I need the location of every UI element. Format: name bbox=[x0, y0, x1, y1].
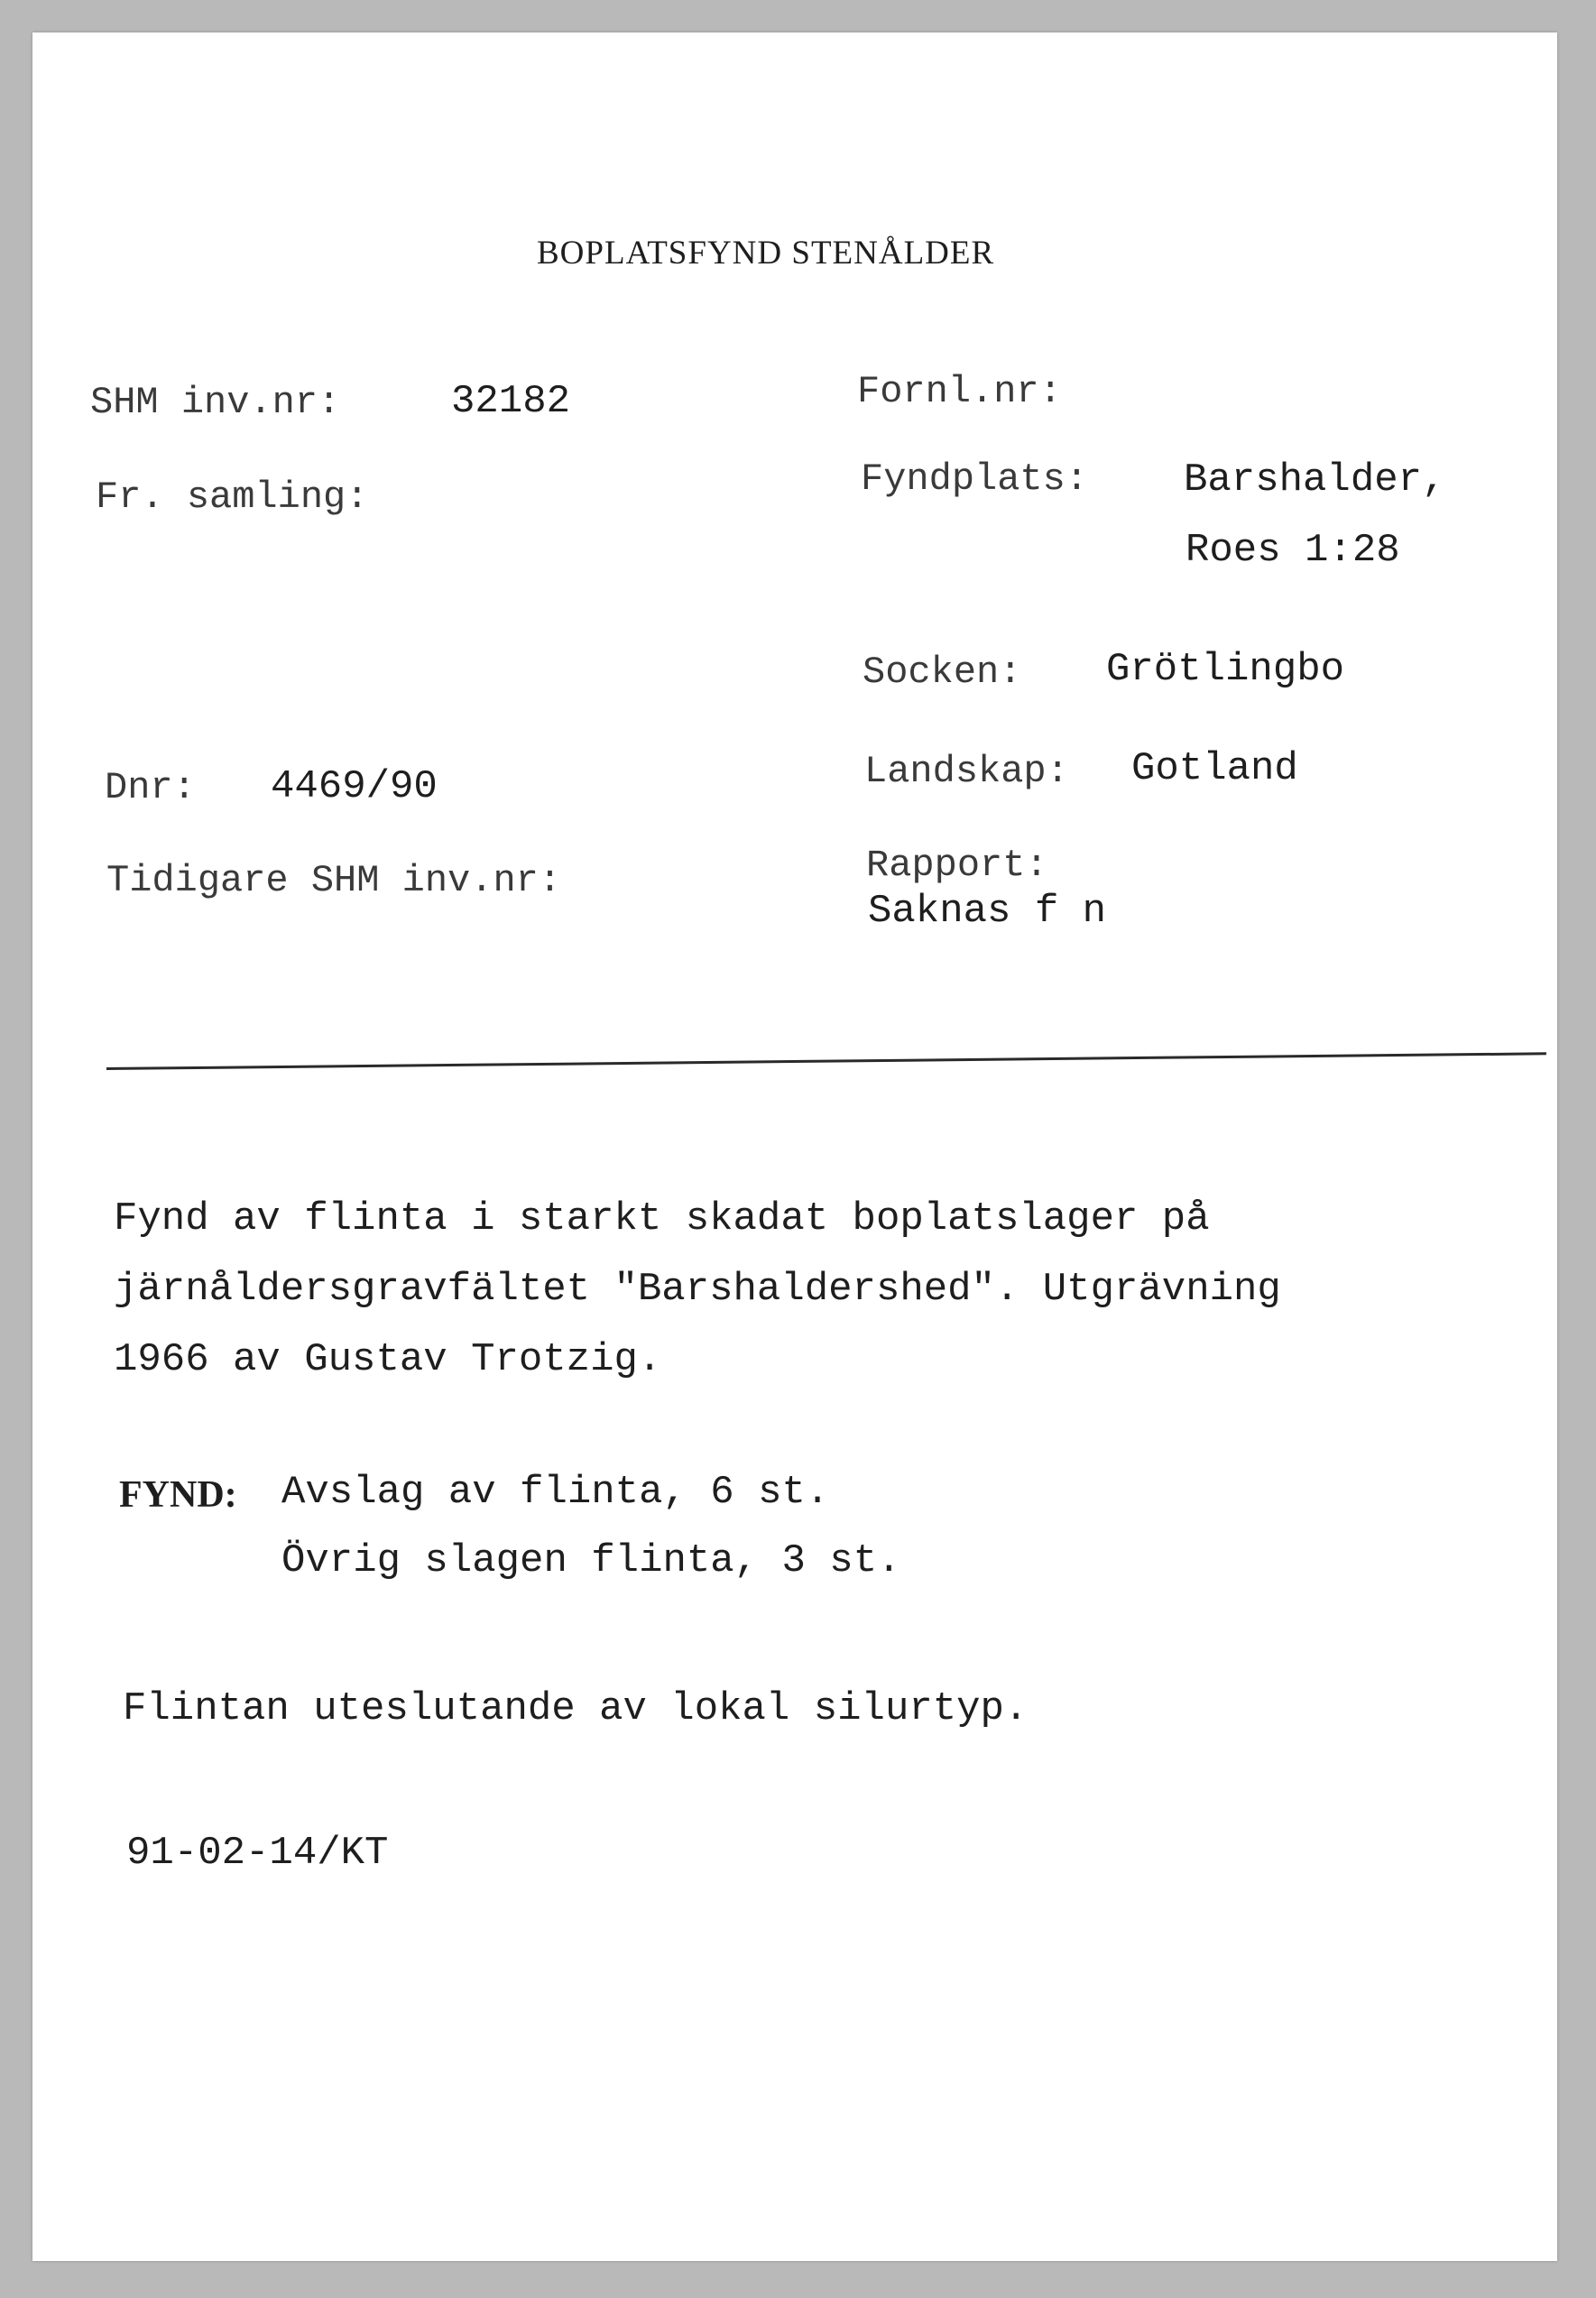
fornl-label: Fornl.nr: bbox=[857, 370, 1062, 413]
tidigare-shm-inv-label: Tidigare SHM inv.nr: bbox=[106, 859, 562, 902]
socken-value: Grötlingbo bbox=[1106, 647, 1345, 692]
fyndplats-value-line1: Barshalder, bbox=[1184, 457, 1446, 503]
fynd-label: FYND: bbox=[119, 1474, 237, 1516]
description-line: järnåldersgravfältet "Barshaldershed". Utgrävning bbox=[114, 1267, 1281, 1312]
dnr-label: Dnr: bbox=[105, 766, 196, 809]
fyndplats-value-line2: Roes 1:28 bbox=[1185, 528, 1400, 573]
rapport-value: Saknas f n bbox=[868, 889, 1107, 934]
fynd-item: Övrig slagen flinta, 3 st. bbox=[281, 1538, 901, 1583]
landskap-value: Gotland bbox=[1131, 746, 1298, 791]
shm-inv-label: SHM inv.nr: bbox=[90, 381, 341, 424]
description-line: Fynd av flinta i starkt skadat boplatslager på bbox=[114, 1196, 1210, 1241]
rapport-label: Rapport: bbox=[866, 844, 1048, 887]
fyndplats-label: Fyndplats: bbox=[861, 457, 1089, 501]
dnr-value: 4469/90 bbox=[271, 764, 438, 809]
description-text bbox=[114, 1184, 1281, 1395]
fynd-item: Avslag av flinta, 6 st. bbox=[281, 1470, 830, 1515]
shm-inv-value: 32182 bbox=[451, 379, 571, 424]
landskap-label: Landskap: bbox=[864, 750, 1069, 793]
card-title: BOPLATSFYND STENÅLDER bbox=[537, 235, 995, 272]
signature-date: 91-02-14/KT bbox=[126, 1831, 389, 1876]
note-text: Flintan uteslutande av lokal silurtyp. bbox=[123, 1686, 1029, 1731]
catalog-card bbox=[32, 32, 1557, 2261]
socken-label: Socken: bbox=[863, 651, 1022, 694]
description-line: 1966 av Gustav Trotzig. bbox=[114, 1337, 662, 1382]
fr-samling-label: Fr. samling: bbox=[96, 475, 369, 519]
